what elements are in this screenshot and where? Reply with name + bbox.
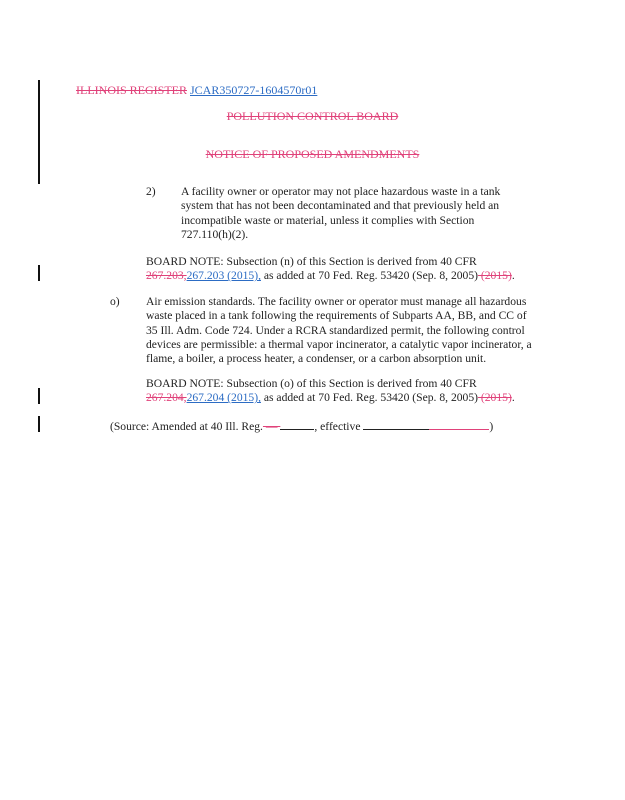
item-2-text: A facility owner or operator may not place hazardous waste in a tank system that has not been decontaminated and that previously held an incompatible waste or material, unless it complies with Section 727.110(h)(2). [181, 185, 501, 241]
board-title: POLLUTION CONTROL BOARD [226, 109, 399, 123]
item-2-number: 2) [146, 185, 156, 198]
change-bar-source [38, 416, 40, 432]
effective-date-deleted-blank [429, 418, 489, 430]
change-bar-note-o [38, 388, 40, 404]
board-note-n [146, 255, 546, 284]
reg-number-blank [280, 418, 314, 430]
board-note-n-line2: 267.203,267.203 (2015), as added at 70 Fed. Reg. 53420 (Sep. 8, 2005) (2015). [146, 269, 515, 283]
deleted-year-n: (2015) [478, 269, 512, 283]
effective-date-blank [363, 418, 429, 430]
register-deleted: ILLINOIS REGISTER [76, 83, 187, 97]
inserted-ref-o: 267.204 (2015), [186, 391, 261, 405]
change-bar-note-n [38, 265, 40, 281]
notice-title: NOTICE OF PROPOSED AMENDMENTS [205, 147, 420, 161]
source-line: (Source: Amended at 40 Ill. Reg. — , effective ) [110, 420, 494, 433]
change-bar-header [38, 80, 40, 184]
deleted-ref-n: 267.203, [146, 269, 187, 283]
item-o-text: Air emission standards. The facility owner or operator must manage all hazardous waste placed in a tank following the requirements of Subparts AA, BB, and CC of 35 Ill. Adm. Code 724. Under a RCRA standardized permit, the following control devices are permissible: a thermal vapor incinerator, a catalytic vapor incinerator, a flame, a boiler, a process heater, a condenser, or a carbon absorption unit. [146, 295, 532, 366]
board-note-o-line1: BOARD NOTE: Subsection (o) of this Section is derived from 40 CFR [146, 377, 477, 390]
deleted-ref-o: 267.204, [146, 391, 187, 405]
board-note-o-line2: 267.204,267.204 (2015), as added at 70 Fed. Reg. 53420 (Sep. 8, 2005) (2015). [146, 391, 515, 405]
register-heading [76, 83, 317, 97]
source-deleted-dash: — [262, 420, 281, 433]
register-inserted: JCAR350727-1604570r01 [190, 83, 318, 97]
deleted-year-o: (2015) [478, 391, 512, 405]
inserted-ref-n: 267.203 (2015), [186, 269, 261, 283]
board-note-n-line1: BOARD NOTE: Subsection (n) of this Section is derived from 40 CFR [146, 255, 477, 268]
item-o-number: o) [110, 295, 120, 308]
board-note-o [146, 377, 546, 406]
